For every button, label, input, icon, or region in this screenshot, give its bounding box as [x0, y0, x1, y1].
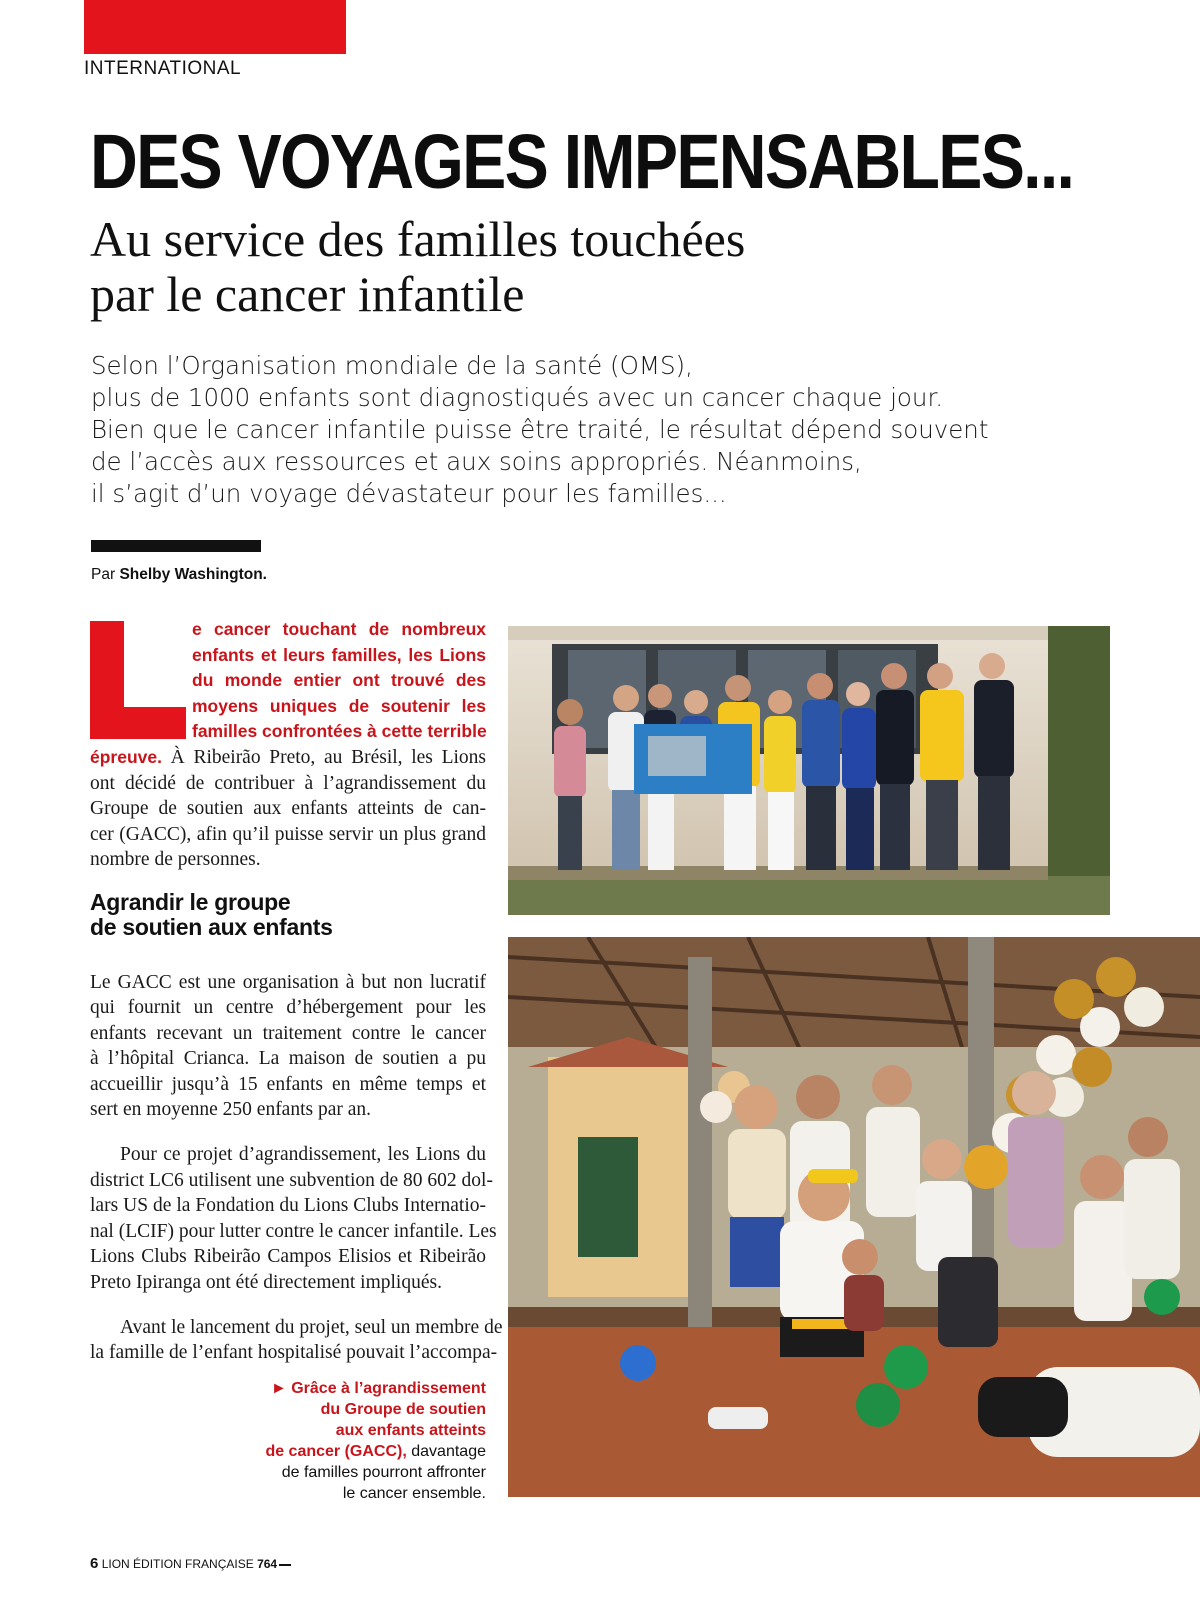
lead-line: enfants et leurs familles, les Lions: [192, 644, 486, 665]
byline-author: Shelby Washington.: [119, 566, 267, 583]
intro-paragraph: [91, 350, 1091, 510]
body-paragraph-2: [90, 970, 486, 1123]
intro-line: il s’agit d’un voyage dévastateur pour les familles...: [91, 479, 727, 508]
body-line: épreuve. À Ribeirão Preto, au Brésil, les Lions: [90, 747, 486, 768]
subtitle-line: par le cancer infantile: [90, 266, 525, 322]
body-paragraph-1: [90, 745, 486, 873]
lions-group-photo: [508, 626, 1110, 915]
body-column: [90, 950, 503, 1385]
byline: [91, 566, 267, 584]
body-line: sert en moyenne 250 enfants par an.: [90, 1099, 372, 1120]
caption-line: de cancer (GACC), davantage: [265, 1443, 486, 1460]
section-subhead: [90, 890, 450, 940]
body-line: Lions Clubs Ribeirão Campos Elisios et Ribeirão: [90, 1246, 486, 1267]
subhead-line: Agrandir le groupe: [90, 889, 291, 915]
subhead-line: de soutien aux enfants: [90, 914, 333, 940]
body-line: Le GACC est une organisation à but non lucratif: [90, 971, 486, 993]
body-line: accueillir jusqu’à 15 enfants en même temps et: [90, 1073, 486, 1095]
body-line: ont décidé de contribuer à l’agrandissement du: [90, 772, 486, 794]
body-line: la famille de l’enfant hospitalisé pouvait l’accompa-: [90, 1342, 498, 1363]
page-footer: [90, 1555, 291, 1572]
body-line: lars US de la Fondation du Lions Clubs Internatio-: [90, 1195, 486, 1216]
body-paragraph-4: [90, 1315, 503, 1366]
lead-end: épreuve.: [90, 747, 162, 767]
intro-line: Bien que le cancer infantile puisse être traité, le résultat dépend souvent: [91, 415, 989, 444]
magazine-name: LION ÉDITION FRANÇAISE: [101, 1557, 254, 1571]
issue-number: 764: [257, 1557, 278, 1571]
caption-line: du Groupe de soutien: [320, 1401, 486, 1418]
caption-line: aux enfants atteints: [335, 1422, 486, 1439]
body-paragraph-3: [90, 1142, 497, 1295]
body-line: nal (LCIF) pour lutter contre le cancer infantile. Les: [90, 1220, 497, 1242]
section-label: INTERNATIONAL: [84, 58, 242, 79]
caption-line: ► Grâce à l’agrandissement: [270, 1380, 486, 1397]
subtitle-line: Au service des familles touchées: [90, 211, 746, 267]
caption-line: de familles pourront affronter: [281, 1464, 486, 1481]
body-line: Preto Ipiranga ont été directement impliqués.: [90, 1271, 442, 1293]
caption-line: le cancer ensemble.: [342, 1485, 486, 1502]
article-subtitle: [90, 212, 990, 322]
body-line: qui fournit un centre d’hébergement pour les: [90, 997, 486, 1018]
drop-cap: [90, 621, 186, 739]
body-line: district LC6 utilisent une subvention de 80 602 dol-: [90, 1169, 493, 1191]
intro-line: plus de 1000 enfants sont diagnostiqués avec un cancer chaque jour.: [91, 383, 944, 412]
lead-text: [192, 617, 486, 745]
intro-line: Selon l’Organisation mondiale de la santé (OMS),: [91, 351, 693, 380]
footer-dash: [279, 1564, 291, 1566]
byline-prefix: Par: [91, 566, 116, 583]
body-line: enfants recevant un traitement contre le cancer: [90, 1022, 486, 1044]
page-number: 6: [90, 1555, 99, 1572]
drop-cap-glyph: [90, 621, 186, 739]
photo-caption: [250, 1378, 486, 1504]
body-line: cer (GACC), afin qu’il puisse servir un plus grand: [90, 823, 486, 845]
section-color-bar: [84, 0, 346, 54]
lead-line: familles confrontées à cette terrible: [192, 721, 487, 741]
lead-line: moyens uniques de soutenir les: [192, 695, 486, 716]
body-line: à l’hôpital Crianca. La maison de soutien a pu: [90, 1048, 486, 1069]
lead-line: du monde entier ont trouvé des: [192, 670, 486, 690]
intro-line: de l’accès aux ressources et aux soins appropriés. Néanmoins,: [91, 447, 862, 476]
lead-line: e cancer touchant de nombreux: [192, 619, 486, 639]
body-line: Pour ce projet d’agrandissement, les Lions du: [120, 1144, 486, 1165]
body-line: nombre de personnes.: [90, 849, 261, 870]
families-celebration-photo: [508, 937, 1200, 1497]
article-title: DES VOYAGES IMPENSABLES...: [90, 119, 1074, 205]
body-line: Avant le lancement du projet, seul un membre de: [120, 1316, 503, 1338]
body-line: Groupe de soutien aux enfants atteints de can-: [90, 798, 486, 819]
byline-rule: [91, 540, 261, 552]
